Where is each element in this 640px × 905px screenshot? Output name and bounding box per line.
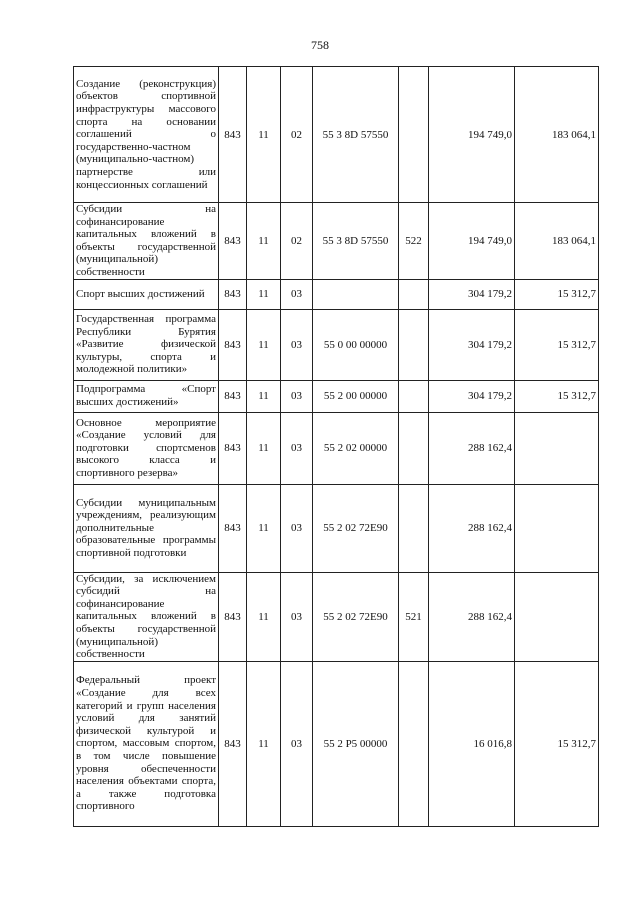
subsection-code-cell: 02	[281, 67, 313, 203]
subsection-code-cell: 03	[281, 412, 313, 484]
amount-second-cell: 183 064,1	[515, 203, 599, 280]
target-article-cell: 55 3 8D 57550	[313, 203, 399, 280]
section-code-cell: 11	[247, 572, 281, 661]
expense-type-cell	[399, 661, 429, 826]
target-article-cell: 55 2 02 72Е90	[313, 484, 399, 572]
amount-first-cell: 288 162,4	[429, 572, 515, 661]
amount-second-cell: 15 312,7	[515, 380, 599, 412]
amount-second-cell: 183 064,1	[515, 67, 599, 203]
section-code-cell: 11	[247, 484, 281, 572]
section-code-cell: 11	[247, 661, 281, 826]
ministry-code-cell: 843	[219, 572, 247, 661]
page-number: 758	[311, 38, 329, 52]
amount-first-cell: 288 162,4	[429, 484, 515, 572]
section-code-cell: 11	[247, 380, 281, 412]
table-row	[74, 412, 599, 484]
amount-first-cell: 304 179,2	[429, 380, 515, 412]
ministry-code-cell: 843	[219, 67, 247, 203]
amount-second-cell	[515, 484, 599, 572]
target-article-cell: 55 0 00 00000	[313, 309, 399, 380]
target-article-cell: 55 2 P5 00000	[313, 661, 399, 826]
section-code-cell: 11	[247, 279, 281, 309]
ministry-code-cell: 843	[219, 309, 247, 380]
target-article-cell: 55 2 02 72Е90	[313, 572, 399, 661]
ministry-code-cell: 843	[219, 203, 247, 280]
amount-second-cell	[515, 412, 599, 484]
table-row	[74, 661, 599, 826]
amount-first-cell: 194 749,0	[429, 67, 515, 203]
subsection-code-cell: 03	[281, 661, 313, 826]
expense-type-cell	[399, 412, 429, 484]
section-code-cell: 11	[247, 309, 281, 380]
row-name-cell: Государственная программа Республики Бурятия «Развитие физической культуры, спорта и молодежной политики»	[74, 309, 219, 380]
table-row	[74, 380, 599, 412]
amount-second-cell: 15 312,7	[515, 661, 599, 826]
expense-type-cell	[399, 484, 429, 572]
target-article-cell: 55 2 00 00000	[313, 380, 399, 412]
ministry-code-cell: 843	[219, 279, 247, 309]
ministry-code-cell: 843	[219, 380, 247, 412]
row-name-cell: Субсидии, за исключением субсидий на софинансирование капитальных вложений в объекты государственной (муниципальной) собственности	[74, 572, 219, 661]
target-article-cell: 55 3 8D 57550	[313, 67, 399, 203]
target-article-cell: 55 2 02 00000	[313, 412, 399, 484]
table-row	[74, 67, 599, 203]
expense-type-cell: 522	[399, 203, 429, 280]
table-row	[74, 203, 599, 280]
table-body	[74, 67, 599, 827]
subsection-code-cell: 03	[281, 309, 313, 380]
amount-second-cell: 15 312,7	[515, 309, 599, 380]
row-name-cell: Создание (реконструкция) объектов спортивной инфраструктуры массового спорта на основании соглашений о государственно-частном (муниципально-частном) партнерстве или концессионных соглашений	[74, 67, 219, 203]
subsection-code-cell: 02	[281, 203, 313, 280]
amount-first-cell: 288 162,4	[429, 412, 515, 484]
amount-first-cell: 304 179,2	[429, 309, 515, 380]
expense-type-cell	[399, 309, 429, 380]
amount-first-cell: 194 749,0	[429, 203, 515, 280]
expense-type-cell	[399, 279, 429, 309]
row-name-cell: Субсидии муниципальным учреждениям, реализующим дополнительные образовательные программы спортивной подготовки	[74, 484, 219, 572]
subsection-code-cell: 03	[281, 484, 313, 572]
table-row	[74, 484, 599, 572]
row-name-cell: Подпрограмма «Спорт высших достижений»	[74, 380, 219, 412]
table-row	[74, 309, 599, 380]
row-name-cell: Основное мероприятие «Создание условий для подготовки спортсменов высокого класса и спортивного резерва»	[74, 412, 219, 484]
ministry-code-cell: 843	[219, 661, 247, 826]
amount-first-cell: 16 016,8	[429, 661, 515, 826]
expense-type-cell: 521	[399, 572, 429, 661]
subsection-code-cell: 03	[281, 380, 313, 412]
table-row	[74, 572, 599, 661]
ministry-code-cell: 843	[219, 412, 247, 484]
amount-second-cell	[515, 572, 599, 661]
section-code-cell: 11	[247, 412, 281, 484]
target-article-cell	[313, 279, 399, 309]
section-code-cell: 11	[247, 203, 281, 280]
subsection-code-cell: 03	[281, 572, 313, 661]
expense-type-cell	[399, 380, 429, 412]
row-name-cell: Спорт высших достижений	[74, 279, 219, 309]
row-name-cell: Субсидии на софинансирование капитальных вложений в объекты государственной (муниципальной) собственности	[74, 203, 219, 280]
row-name-cell: Федеральный проект «Создание для всех категорий и групп населения условий для занятий физической культурой и спортом, массовым спортом, в том числе повышение уровня обеспеченности населения объектами спорта, а также подготовка спортивного	[74, 661, 219, 826]
table-row	[74, 279, 599, 309]
section-code-cell: 11	[247, 67, 281, 203]
amount-first-cell: 304 179,2	[429, 279, 515, 309]
budget-table	[73, 66, 599, 827]
expense-type-cell	[399, 67, 429, 203]
amount-second-cell: 15 312,7	[515, 279, 599, 309]
subsection-code-cell: 03	[281, 279, 313, 309]
ministry-code-cell: 843	[219, 484, 247, 572]
